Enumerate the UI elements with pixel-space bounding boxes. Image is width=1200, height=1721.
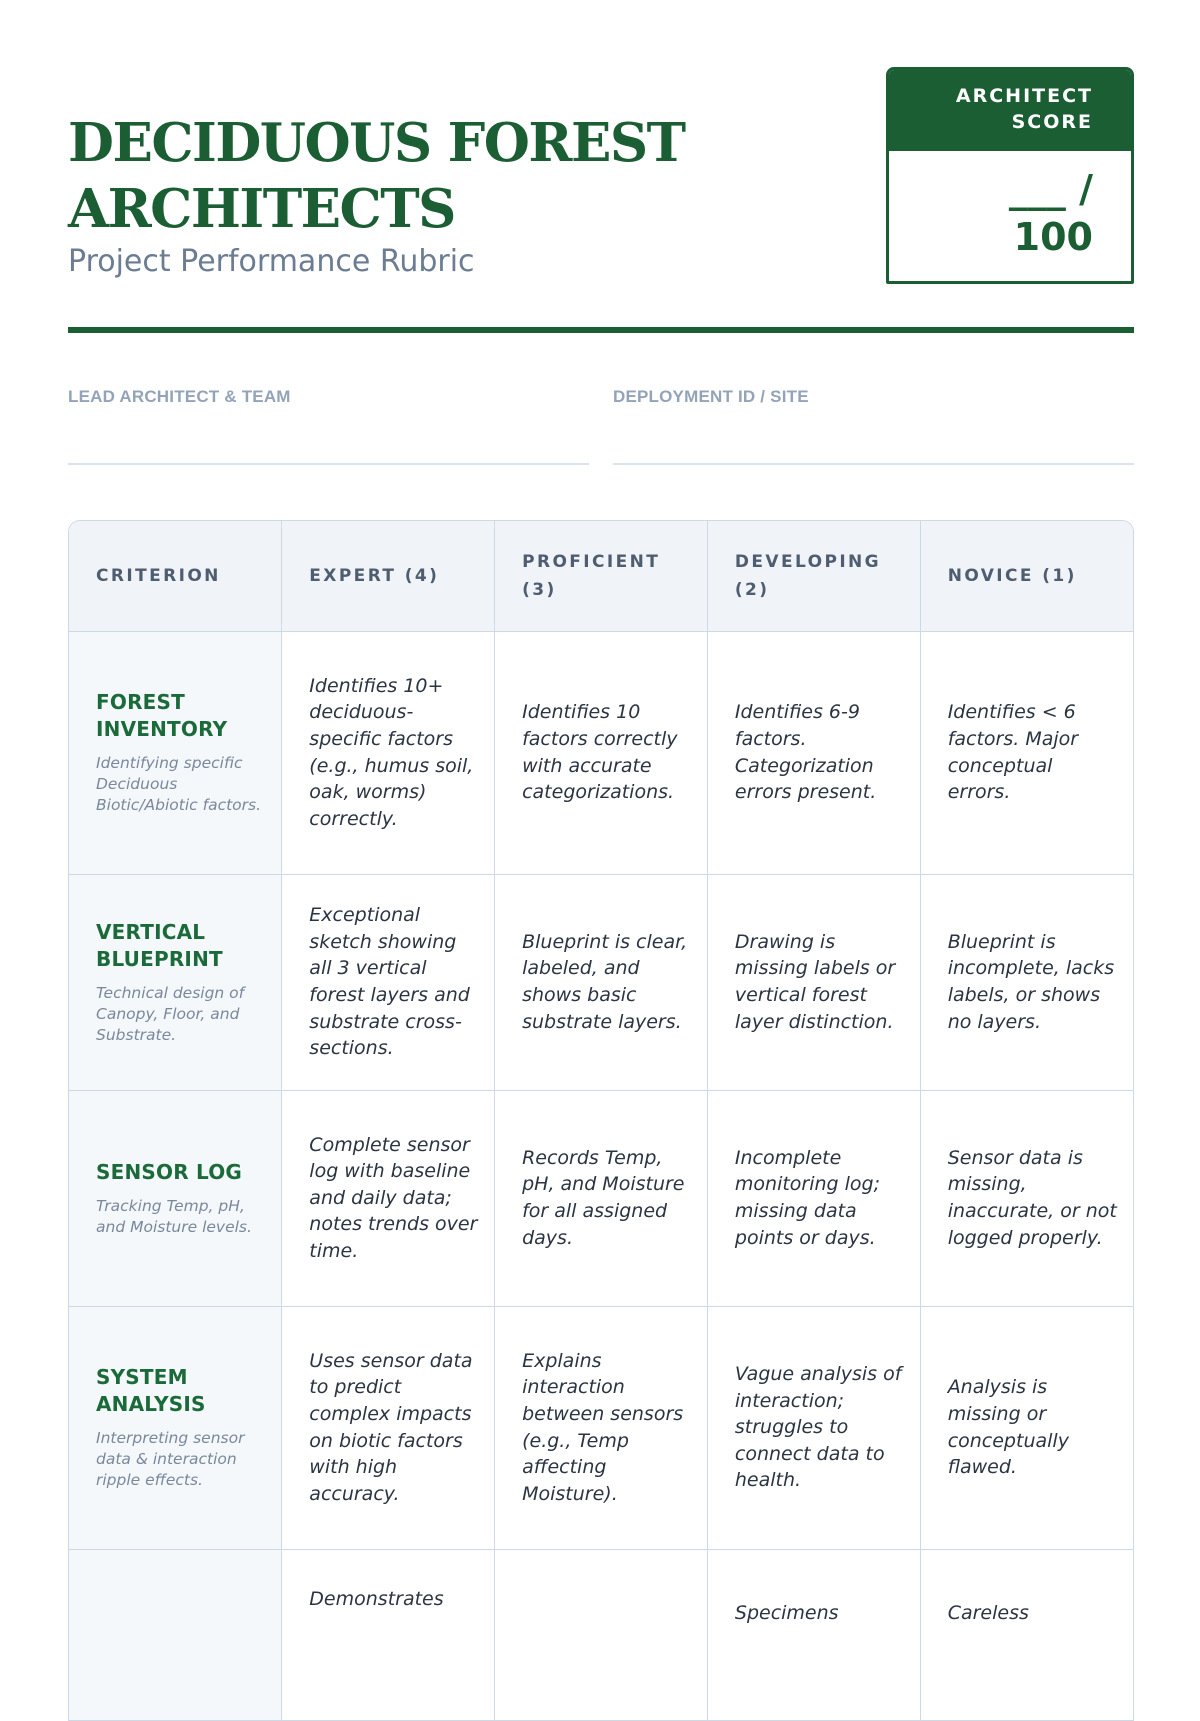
deployment-id-field[interactable]: [613, 387, 1134, 467]
criterion-name: FOREST INVENTORY: [96, 690, 228, 741]
developing-cell: Incomplete monitoring log; missing data points or days.: [707, 1090, 920, 1306]
header-developing: DEVELOPING (2): [707, 521, 920, 631]
header-expert: EXPERT (4): [282, 521, 495, 631]
developing-cell: Drawing is missing labels or vertical forest layer distinction.: [707, 874, 920, 1090]
table-row: [69, 1306, 1133, 1549]
score-label-line-2: SCORE: [1011, 111, 1093, 133]
table-row: [69, 1090, 1133, 1306]
rubric-table-wrapper: [68, 520, 1134, 1721]
page-subtitle: Project Performance Rubric: [68, 244, 475, 279]
novice-cell: Blueprint is incomplete, lacks labels, or shows no layers.: [920, 874, 1133, 1090]
score-max: 100: [1013, 215, 1093, 259]
score-label: [889, 70, 1131, 151]
table-row: [69, 631, 1133, 874]
score-label-line-1: ARCHITECT: [955, 85, 1093, 107]
criterion-name: SENSOR LOG: [96, 1159, 243, 1184]
developing-cell: Specimens: [707, 1549, 920, 1720]
criterion-name: SYSTEM ANALYSIS: [96, 1365, 206, 1416]
table-header-row: [69, 521, 1133, 631]
architect-score-box: [886, 67, 1134, 284]
title-line-1: DECIDUOUS FOREST: [68, 112, 685, 174]
lead-architect-label: LEAD ARCHITECT & TEAM: [68, 387, 291, 406]
criterion-description: Technical design of Canopy, Floor, and Substrate.: [96, 983, 245, 1044]
score-blank[interactable]: ___ /: [1008, 167, 1093, 211]
header-novice: NOVICE (1): [920, 521, 1133, 631]
novice-cell: Sensor data is missing, inaccurate, or not logged properly.: [920, 1090, 1133, 1306]
expert-cell: Complete sensor log with baseline and daily data; notes trends over time.: [282, 1090, 495, 1306]
score-value[interactable]: [889, 151, 1131, 261]
criterion-cell: [69, 874, 282, 1090]
criterion-description: Interpreting sensor data & interaction ripple effects.: [96, 1429, 245, 1489]
proficient-cell: Identifies 10 factors correctly with accurate categorizations.: [495, 631, 708, 874]
proficient-cell: [495, 1549, 708, 1720]
page-title: [68, 110, 788, 242]
header-divider: [68, 327, 1134, 333]
expert-cell: Uses sensor data to predict complex impacts on biotic factors with high accuracy.: [282, 1306, 495, 1549]
novice-cell: Careless: [920, 1549, 1133, 1720]
novice-cell: Analysis is missing or conceptually flawed.: [920, 1306, 1133, 1549]
rubric-page: [68, 0, 1134, 1624]
proficient-cell: Blueprint is clear, labeled, and shows basic substrate layers.: [495, 874, 708, 1090]
table-row: [69, 1549, 1133, 1720]
lead-architect-line[interactable]: [68, 463, 589, 465]
expert-cell: Demonstrates: [282, 1549, 495, 1720]
criterion-description: Identifying specific Deciduous Biotic/Abiotic factors.: [96, 754, 262, 814]
expert-cell: Identifies 10+ deciduous-specific factors (e.g., humus soil, oak, worms) correctly.: [282, 631, 495, 874]
info-fields: [68, 387, 1134, 467]
rubric-table: [69, 521, 1133, 1721]
header-criterion: CRITERION: [69, 521, 282, 631]
criterion-cell: [69, 1549, 282, 1720]
criterion-name: VERTICAL BLUEPRINT: [96, 919, 223, 971]
criterion-cell: [69, 1090, 282, 1306]
header: [68, 0, 1134, 340]
expert-cell: Exceptional sketch showing all 3 vertical forest layers and substrate cross-sections.: [282, 874, 495, 1090]
developing-cell: Vague analysis of interaction; struggles to connect data to health.: [707, 1306, 920, 1549]
novice-cell: Identifies < 6 factors. Major conceptual errors.: [920, 631, 1133, 874]
proficient-cell: Explains interaction between sensors (e.g., Temp affecting Moisture).: [495, 1306, 708, 1549]
deployment-id-label: DEPLOYMENT ID / SITE: [613, 387, 809, 406]
table-row: [69, 874, 1133, 1090]
criterion-cell: [69, 631, 282, 874]
deployment-id-line[interactable]: [613, 463, 1134, 465]
criterion-cell: [69, 1306, 282, 1549]
proficient-cell: Records Temp, pH, and Moisture for all assigned days.: [495, 1090, 708, 1306]
title-line-2: ARCHITECTS: [68, 178, 455, 240]
lead-architect-field[interactable]: [68, 387, 589, 467]
criterion-description: Tracking Temp, pH, and Moisture levels.: [96, 1196, 252, 1236]
developing-cell: Identifies 6-9 factors. Categorization errors present.: [707, 631, 920, 874]
header-proficient: PROFICIENT (3): [495, 521, 708, 631]
